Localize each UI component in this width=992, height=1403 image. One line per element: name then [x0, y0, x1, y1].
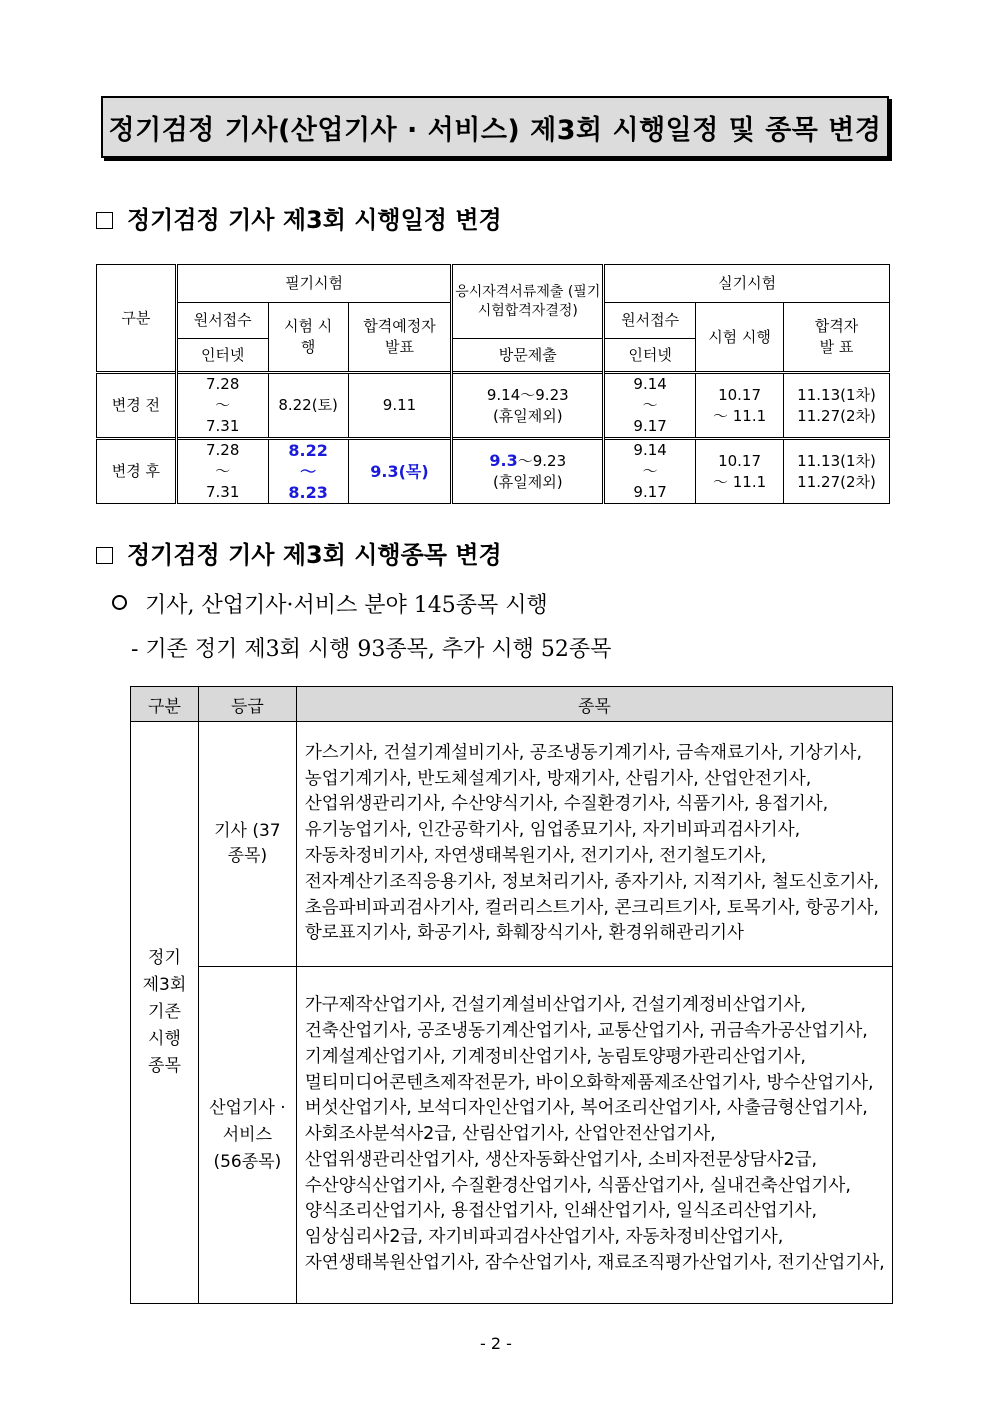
header-written-reg-method: 인터넷	[176, 339, 268, 373]
items-list: 가구제작산업기사, 건설기계설비산업기사, 건설기계정비산업기사, 건축산업기사, 공조냉동기계산업기사, 교통산업기사, 귀금속가공산업기사, 기계설계산업기사, 기계정비산업기사, 농림토양평가관리산업기사, 멀티미디어콘텐츠제작전문가, 바이오화학제품제조산업기사, 방수산업기사, 버섯산업기사, 보석디자인산업기사, 복어조리산업기사, 사출금형산업기사, 사회조사분석사2급, 산림산업기사, 산업안전산업기사, 산업위생관리산업기사, 생산자동화산업기사, 소비자전문상담사2급, 수산양식산업기사, 수질환경산업기사, 식품산업기사, 실내건축산업기사, 양식조리산업기사, 용접산업기사, 인쇄산업기사, 일식조리산업기사, 임상심리사2급, 자기비파괴검사산업기사, 자동차정비산업기사, 자연생태복원산업기사, 잠수산업기사, 재료조직평가산업기사, 전기산업기사,	[296, 967, 892, 1304]
items-table	[130, 686, 893, 1304]
cell-practical-reg: 9.14～ 9.17	[604, 439, 696, 504]
header-practical-reg-method: 인터넷	[604, 339, 696, 373]
row-label: 변경 후	[97, 439, 177, 504]
docs-start-date: 9.3	[489, 451, 518, 470]
section-heading-text: 정기검정 기사 제3회 시행일정 변경	[127, 206, 502, 234]
row-after-change	[97, 439, 890, 504]
cell-practical-pass: 11.13(1차) 11.27(2차)	[784, 439, 890, 504]
header-written-exam: 필기시험	[176, 265, 452, 303]
section-heading-items	[96, 535, 502, 570]
cell-docs	[452, 439, 604, 504]
header-docs: 응시자격서류제출 (필기시험합격자결정)	[452, 265, 604, 339]
cell-written-pass: 9.3(목)	[348, 439, 452, 504]
sub-bullet: - 기존 정기 제3회 시행 93종목, 추가 시행 52종목	[131, 637, 612, 662]
cell-practical-exam: 10.17～ 11.1	[696, 373, 784, 439]
cell-practical-exam: 10.17～ 11.1	[696, 439, 784, 504]
cell-docs: 9.14～9.23 (휴일제외)	[452, 373, 604, 439]
docs-end-date: ～9.23	[517, 452, 567, 470]
items-table-header	[131, 687, 893, 722]
header-practical-exam: 실기시험	[604, 265, 890, 303]
schedule-table	[96, 264, 890, 504]
cell-written-pass: 9.11	[348, 373, 452, 439]
group-label: 정기 제3회 기존 시행 종목	[131, 722, 199, 1304]
row-label: 변경 전	[97, 373, 177, 439]
square-bullet-icon	[96, 547, 113, 564]
grade-label: 산업기사 ·서비스 (56종목)	[198, 967, 296, 1304]
header-practical-date: 시험 시행	[696, 303, 784, 373]
items-list: 가스기사, 건설기계설비기사, 공조냉동기계기사, 금속재료기사, 기상기사, 농업기계기사, 반도체설계기사, 방재기사, 산림기사, 산업안전기사, 산업위생관리기사, 수산양식기사, 수질환경기사, 식품기사, 용접기사, 유기농업기사, 인간공학기사, 임업종묘기사, 자기비파괴검사기사, 자동차정비기사, 자연생태복원기사, 전기기사, 전기철도기사, 전자계산기조직응용기사, 정보처리기사, 종자기사, 지적기사, 철도신호기사, 초음파비파괴검사기사, 컬러리스트기사, 콘크리트기사, 토목기사, 항공기사, 항로표지기사, 화공기사, 화훼장식기사, 환경위해관리기사	[296, 722, 892, 967]
docs-note: (휴일제외)	[492, 473, 563, 491]
page-number: - 2 -	[480, 1334, 512, 1353]
header-written-reg: 원서접수	[176, 303, 268, 339]
header-written-date: 시험 시행	[268, 303, 348, 373]
header-practical-pass: 합격자 발 표	[784, 303, 890, 373]
circle-bullet-icon	[112, 595, 127, 610]
bullet-text: 기사, 산업기사·서비스 분야 145종목 시행	[145, 593, 548, 618]
table-row	[131, 722, 893, 967]
row-before-change	[97, 373, 890, 439]
header-practical-reg: 원서접수	[604, 303, 696, 339]
cell-written-exam: 8.22～ 8.23	[268, 439, 348, 504]
section-heading-text: 정기검정 기사 제3회 시행종목 변경	[127, 541, 502, 569]
header-gubun: 구분	[131, 687, 199, 722]
cell-practical-reg: 9.14～ 9.17	[604, 373, 696, 439]
header-gubun: 구분	[97, 265, 177, 373]
square-bullet-icon	[96, 212, 113, 229]
cell-written-exam: 8.22(토)	[268, 373, 348, 439]
table-row	[131, 967, 893, 1304]
header-docs-method: 방문제출	[452, 339, 604, 373]
cell-written-reg: 7.28～ 7.31	[176, 373, 268, 439]
document-title: 정기검정 기사(산업기사 · 서비스) 제3회 시행일정 및 종목 변경	[101, 96, 889, 158]
cell-written-reg: 7.28～ 7.31	[176, 439, 268, 504]
cell-practical-pass: 11.13(1차) 11.27(2차)	[784, 373, 890, 439]
header-items: 종목	[296, 687, 892, 722]
grade-label: 기사 (37종목)	[198, 722, 296, 967]
bullet-item	[112, 588, 548, 619]
header-grade: 등급	[198, 687, 296, 722]
section-heading-schedule	[96, 200, 502, 235]
header-written-pass: 합격예정자 발표	[348, 303, 452, 373]
